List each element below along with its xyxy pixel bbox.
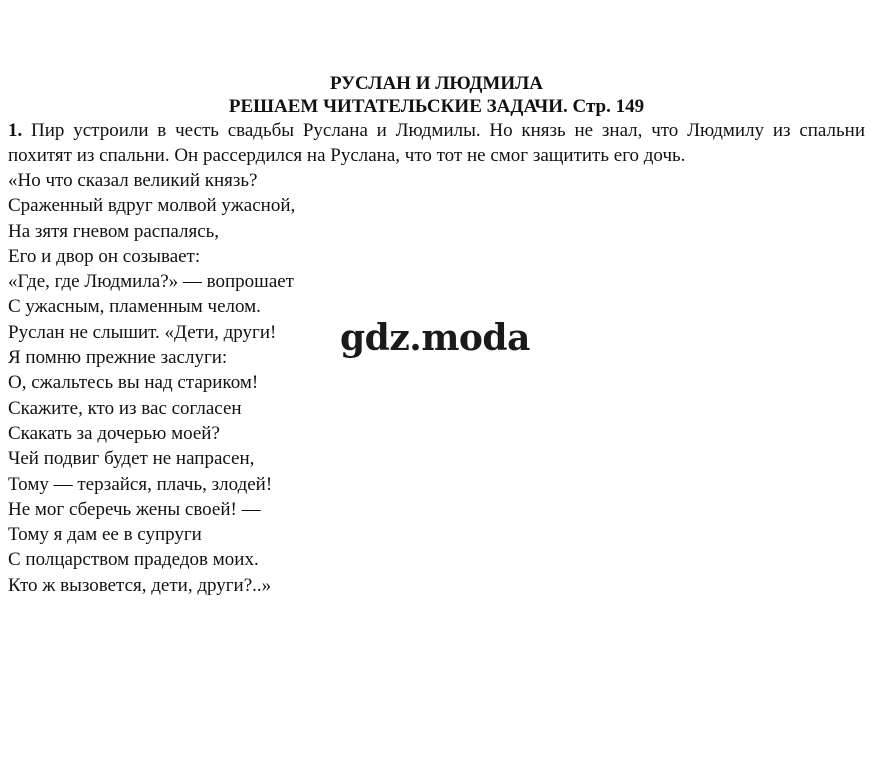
poem-line: Скакать за дочерью моей? [8, 422, 220, 444]
answer-text: Пир устроили в честь свадьбы Руслана и Людмилы. Но князь не знал, что Людмилу из спальни похитят из спальни. Он рассердился на Руслана, что тот не смог защитить его дочь. [8, 120, 865, 166]
document-subtitle: РЕШАЕМ ЧИТАТЕЛЬСКИЕ ЗАДАЧИ. Стр. 149 [228, 96, 645, 117]
poem-line: Руслан не слышит. «Дети, други! [8, 321, 277, 343]
poem-line: Сраженный вдруг молвой ужасной, [8, 195, 296, 217]
poem-line: Кто ж вызовется, дети, други?..» [8, 574, 272, 596]
poem-line: На зятя гневом распалясь, [8, 220, 220, 242]
poem-line: Я помню прежние заслуги: [8, 347, 228, 369]
answer-number: 1. [8, 120, 23, 141]
poem-line: «Но что сказал великий князь? [8, 170, 258, 191]
poem-line: Не мог сберечь жены своей! — [8, 498, 261, 520]
poem-line: Скажите, кто из вас согласен [8, 397, 242, 419]
poem-quote [8, 168, 865, 598]
document-title: РУСЛАН И ЛЮДМИЛА [329, 73, 544, 94]
poem-line: С ужасным, пламенным челом. [8, 296, 261, 318]
poem-line: Чей подвиг будет не напрасен, [8, 448, 255, 470]
poem-line: С полцарством прадедов моих. [8, 549, 259, 571]
watermark: gdz.moda [340, 317, 530, 359]
answer-paragraph [8, 118, 865, 168]
poem-line: Тому — терзайся, плачь, злодей! [8, 473, 273, 495]
poem-line: О, сжальтесь вы над стариком! [8, 372, 259, 394]
poem-line: «Где, где Людмила?» — вопрошает [8, 271, 294, 293]
poem-line: Тому я дам ее в супруги [8, 524, 202, 546]
poem-line: Его и двор он созывает: [8, 245, 201, 267]
